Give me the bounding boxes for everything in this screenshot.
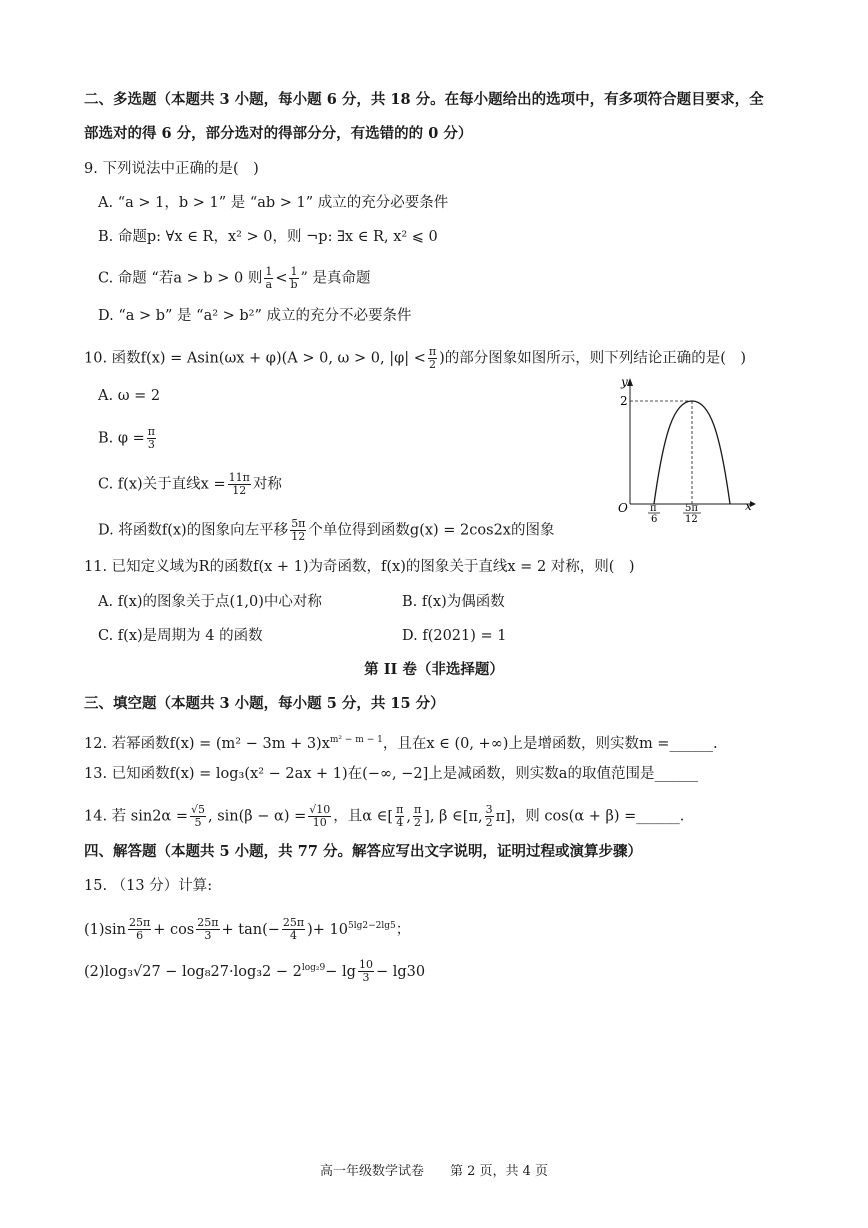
q12-text	[84, 730, 718, 754]
q9-stem: 9. 下列说法中正确的是( )	[84, 161, 259, 177]
q11-option-b: B. f(x)为偶函数	[402, 594, 505, 610]
q15-p2-end: − lg30	[375, 963, 426, 980]
q11-option-a: A. f(x)的图象关于点(1,0)中心对称	[98, 594, 322, 610]
fraction-11pi-over-12: $\frac{11\pi}{12}$	[228, 471, 250, 497]
interval-alpha: [ $\frac{\pi}{4}$ , $\frac{\pi}{2}$ ]	[387, 803, 430, 829]
x-tick2-num: 5π	[685, 503, 698, 514]
fraction-pi-over-3: $\frac{\pi}{3}$	[147, 425, 156, 451]
q15-p1-end: ；	[395, 921, 411, 938]
q9-option-b: B. 命题p: ∀x ∈ R，x² > 0，则 ¬p: ∃x ∈ R, x² ⩽ 0	[98, 229, 438, 245]
section4-heading: 四、解答题（本题共 5 小题，共 77 分。解答应写出文字说明，证明过程或演算步骤）	[84, 843, 642, 860]
neg-25pi-over-4: (− $\frac{25\pi}{4}$ )	[262, 916, 313, 943]
q12-post: ，且在x ∈ (0, +∞)上是增函数，则实数m =______.	[382, 735, 718, 752]
q15-p1-c: + tan	[221, 921, 263, 938]
q14-post: ，则 cos(α + β) =______.	[510, 808, 685, 825]
q9-option-c-post: ” 是真命题	[300, 270, 371, 287]
q15-p1-b: + cos	[153, 921, 195, 938]
section2-heading-line2: 部选对的得 6 分，部分选对的得部分分，有选错的的 0 分）	[84, 125, 473, 142]
q15-p2-exponent: log₂9	[301, 963, 326, 973]
fraction-1-over-a: $\frac{1}{a}$	[265, 265, 273, 291]
fraction-pi-over-2: $\frac{\pi}{2}$	[428, 345, 437, 371]
section3-heading: 三、填空题（本题共 3 小题，每小题 5 分，共 15 分）	[84, 695, 445, 712]
q9-option-a: A. “a > 1，b > 1” 是 “ab > 1” 成立的充分必要条件	[98, 195, 449, 211]
q10-option-c	[98, 472, 282, 497]
q15-part1	[84, 916, 410, 942]
q12-exponent: m² − m − 1	[329, 735, 383, 745]
q15-part2	[84, 958, 425, 984]
x-tick2-den: 12	[685, 514, 698, 522]
q14-mid3: , β ∈	[429, 808, 463, 825]
section2-heading-line1: 二、多选题（本题共 3 小题，每小题 6 分，共 18 分。在每小题给出的选项中，有多项符合题目要求，全	[84, 91, 764, 108]
q14-mid1: , sin(β − α) =	[208, 808, 307, 825]
q10-option-a: A. ω = 2	[98, 388, 161, 404]
q10-stem-post: )的部分图象如图所示，则下列结论正确的是( )	[439, 350, 747, 367]
fraction-sqrt5-over-5: $\frac{√5}{5}$	[190, 803, 205, 829]
fraction-25pi-over-6: $\frac{25\pi}{6}$	[128, 916, 151, 943]
q15-p1-pre: (1)sin	[84, 921, 126, 938]
q13-text: 13. 已知函数f(x) = log₃(x² − 2ax + 1)在(−∞, −2]上是减函数，则实数a的取值范围是______	[84, 766, 698, 782]
q15-p2-mid: − lg	[325, 963, 356, 980]
q14-mid2: ，且α ∈	[333, 808, 388, 825]
q10-option-c-pre: C. f(x)关于直线x =	[98, 476, 226, 493]
q9-option-c-pre: C. 命题 “若a > b > 0 则	[98, 270, 263, 287]
fraction-25pi-over-3: $\frac{25\pi}{3}$	[197, 916, 219, 943]
x-tick1-den: 6	[651, 514, 658, 522]
q11-option-d: D. f(2021) = 1	[402, 628, 507, 644]
q10-option-d	[98, 518, 554, 543]
q11-option-c: C. f(x)是周期为 4 的函数	[98, 628, 263, 644]
q14-pre: 14. 若 sin2α =	[84, 808, 188, 825]
q10-option-d-post: 个单位得到函数g(x) = 2cos2x的图象	[308, 522, 555, 539]
part2-title: 第 II 卷（非选择题）	[364, 661, 504, 678]
fraction-1-over-b: $\frac{1}{b}$	[290, 265, 298, 291]
q12-pre: 12. 若幂函数f(x) = (m² − 3m + 3)x	[84, 735, 330, 752]
q15-p2-pre: (2)log₃√27 − log₈27·log₃2 − 2	[84, 963, 302, 980]
page-footer: 高一年级数学试卷 第 2 页，共 4 页	[319, 1164, 549, 1179]
q15-stem: 15. （13 分）计算:	[84, 878, 213, 894]
q10-stem	[84, 346, 746, 371]
q9-option-c: C. 命题 “若a > b > 0 则 $\frac{1}{a}$ < $\frac{1}{b}$ ” 是真命题	[98, 265, 371, 291]
q10-stem-pre: 10. 函数f(x) = Asin(ωx + φ)(A > 0, ω > 0, |φ| <	[84, 350, 426, 367]
q15-p1-exponent: 5lg2−2lg5	[348, 921, 396, 931]
q14-text	[84, 804, 684, 829]
y-tick-2: 2	[620, 394, 628, 408]
q10-option-d-pre: D. 将函数f(x)的图象向左平移	[98, 522, 289, 539]
fraction-5pi-over-12: $\frac{5\pi}{12}$	[291, 517, 306, 543]
q10-option-b	[98, 426, 158, 451]
q11-stem: 11. 已知定义域为R的函数f(x + 1)为奇函数，f(x)的图象关于直线x = 2 对称，则( )	[84, 559, 635, 575]
y-axis-label: y	[621, 375, 628, 389]
q10-sine-graph	[608, 372, 758, 522]
q10-option-c-post: 对称	[252, 476, 282, 493]
q10-option-b-pre: B. φ =	[98, 430, 145, 447]
fraction-10-over-3: $\frac{10}{3}$	[358, 958, 373, 985]
x-tick1-num: π	[650, 503, 657, 514]
fraction-sqrt10-over-10: $\frac{√10}{10}$	[309, 803, 331, 829]
y-axis-arrow	[627, 378, 633, 386]
interval-beta: [π, $\frac{3}{2}$ π]	[462, 803, 511, 829]
q9-option-d: D. “a > b” 是 “a² > b²” 成立的充分不必要条件	[98, 308, 412, 324]
q15-p1-d: + 10	[312, 921, 349, 938]
origin-label: O	[618, 501, 628, 515]
x-axis-label: x	[745, 499, 752, 513]
